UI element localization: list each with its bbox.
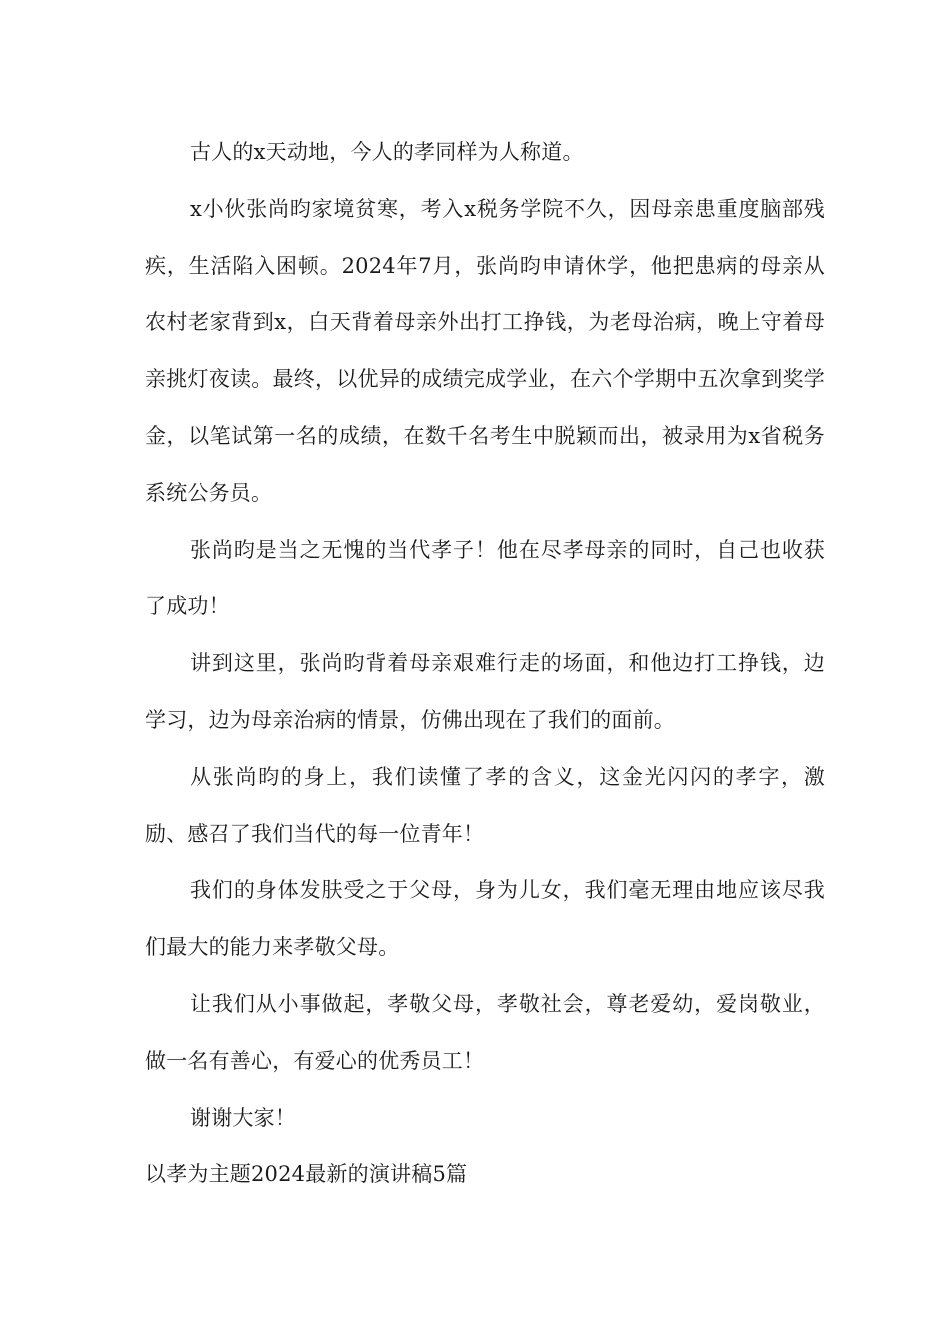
paragraph-3: 张尚昀是当之无愧的当代孝子！他在尽孝母亲的同时，自己也收获了成功！ (145, 537, 825, 619)
paragraph-5: 从张尚昀的身上，我们读懂了孝的含义，这金光闪闪的孝字，激励、感召了我们当代的每一位青年！ (145, 764, 825, 846)
document-body (145, 124, 825, 1203)
section-heading: 以孝为主题2024最新的演讲稿5篇 (145, 1162, 468, 1187)
paragraph-7: 让我们从小事做起，孝敬父母，孝敬社会，尊老爱幼，爱岗敬业，做一名有善心，有爱心的优秀员工！ (145, 991, 825, 1073)
paragraph-6: 我们的身体发肤受之于父母，身为儿女，我们毫无理由地应该尽我们最大的能力来孝敬父母。 (145, 878, 825, 960)
paragraph-4: 讲到这里，张尚昀背着母亲艰难行走的场面，和他边打工挣钱，边学习，边为母亲治病的情景，仿佛出现在了我们的面前。 (145, 651, 825, 732)
paragraph-2: x小伙张尚昀家境贫寒，考入x税务学院不久，因母亲患重度脑部残疾，生活陷入困顿。2024年7月，张尚昀申请休学，他把患病的母亲从农村老家背到x，白天背着母亲外出打工挣钱，为老母治病，晚上守着母亲挑灯夜读。最终，以优异的成绩完成学业，在六个学期中五次拿到奖学金，以笔试第一名的成绩，在数千名考生中脱颖而出，被录用为x省税务系统公务员。 (145, 196, 825, 505)
paragraph-1: 古人的x天动地，今人的孝同样为人称道。 (190, 140, 584, 164)
paragraph-8: 谢谢大家！ (190, 1105, 296, 1130)
